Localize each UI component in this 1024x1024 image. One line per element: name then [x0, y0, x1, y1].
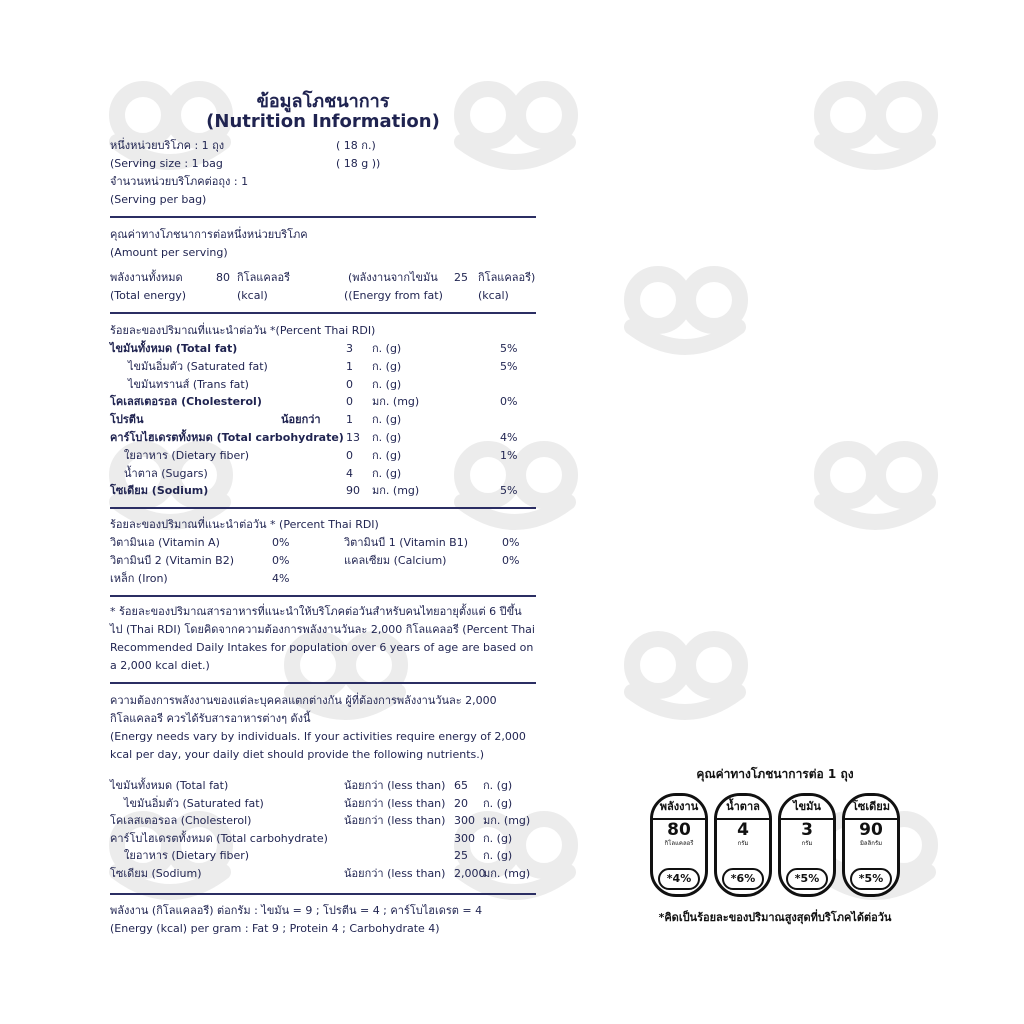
iron-pct: 4% — [272, 572, 290, 585]
energy-unit-en: (kcal) — [237, 289, 268, 302]
calcium-label: แคลเซียม (Calcium) — [344, 554, 447, 567]
energy-label-th: พลังงานทั้งหมด — [110, 271, 183, 284]
rdi-header-text: ร้อยละของปริมาณที่แนะนำต่อวัน *(Percent Thai RDI) — [110, 324, 376, 337]
amount-label-en-text: (Amount per serving) — [110, 246, 228, 259]
vitamin-a-pct: 0% — [272, 536, 290, 549]
nutrient-amount: 0 — [346, 448, 353, 462]
energy-needs-line: kcal per day, your daily diet should provide the following nutrients.) — [110, 748, 485, 761]
watermark-logo — [800, 430, 950, 540]
vitamin-row-1 — [110, 534, 536, 552]
nutrient-label: ไขมันทรานส์ (Trans fat) — [128, 377, 249, 391]
intake-limit-unit: ก. (g) — [483, 779, 513, 792]
energy-per-gram — [110, 902, 536, 938]
nutrient-unit: มก. (mg) — [372, 395, 420, 409]
divider — [110, 893, 536, 895]
gda-pill-unit: กรัม — [801, 840, 813, 847]
serving-size-th-row — [110, 137, 536, 155]
gda-title: คุณค่าทางโภชนาการต่อ 1 ถุง — [696, 767, 854, 781]
nutrient-pct: 5% — [500, 484, 518, 498]
gda-pill-label: โซเดียม — [845, 796, 897, 820]
amount-label-en — [110, 244, 536, 262]
nutrient-pct: 1% — [500, 448, 518, 462]
nutrient-amount: 1 — [346, 413, 353, 427]
intake-limit-amount: 2,000 — [454, 867, 486, 880]
energy-needs-line: กิโลแคลอรี ควรได้รับสารอาหารต่างๆ ดังนี้ — [110, 712, 311, 725]
intake-limit-qualifier: น้อยกว่า (less than) — [344, 867, 446, 880]
intake-limit-label: โซเดียม (Sodium) — [110, 867, 202, 880]
nutrient-row — [110, 393, 536, 411]
intake-limit-unit: ก. (g) — [483, 831, 513, 845]
nutrient-row — [110, 429, 536, 447]
intake-limit-row — [110, 795, 536, 813]
nutrient-label: ไขมันอิ่มตัว (Saturated fat) — [128, 359, 268, 373]
serving-size-en-row — [110, 155, 536, 173]
footnote — [110, 603, 536, 675]
gda-pill — [650, 793, 708, 897]
title-thai: ข้อมูลโภชนาการ — [256, 91, 390, 112]
nutrient-row — [110, 376, 536, 394]
footnote-line: ไป (Thai RDI) โดยคิดจากความต้องการพลังงานวันละ 2,000 กิโลแคลอรี (Percent Thai — [110, 623, 535, 636]
nutrient-label: ใยอาหาร (Dietary fiber) — [124, 448, 250, 462]
vitamins-header-text: ร้อยละของปริมาณที่แนะนำต่อวัน * (Percent Thai RDI) — [110, 518, 379, 531]
nutrient-unit: ก. (g) — [372, 413, 402, 427]
serving-size-th-qty: ( 18 ก.) — [336, 139, 376, 152]
fat-energy-label-th: (พลังงานจากไขมัน — [348, 271, 438, 284]
vitamin-b2-label: วิตามินบี 2 (Vitamin B2) — [110, 554, 235, 567]
nutrient-label: โปรตีน — [110, 413, 144, 427]
watermark-logo — [610, 255, 760, 365]
serving-size-th: หนึ่งหน่วยบริโภค : 1 ถุง — [110, 139, 225, 152]
nutrient-unit: ก. (g) — [372, 431, 402, 444]
servings-per-pack-th-text: จำนวนหน่วยบริโภคต่อถุง : 1 — [110, 175, 249, 188]
energy-per-gram-en: (Energy (kcal) per gram : Fat 9 ; Protein 4 ; Carbohydrate 4) — [110, 922, 440, 935]
intake-limit-row — [110, 777, 536, 795]
gda-pill — [842, 793, 900, 897]
intake-limit-amount: 25 — [454, 849, 468, 863]
energy-en-row — [110, 287, 536, 305]
rdi-header — [110, 322, 536, 340]
intake-limit-amount: 20 — [454, 796, 468, 810]
energy-unit-th: กิโลแคลอรี — [237, 271, 291, 284]
gda-pill — [778, 793, 836, 897]
servings-per-pack-en — [110, 191, 536, 209]
gda-pill-value: 90 — [859, 820, 883, 840]
gda-pill-value: 4 — [737, 820, 749, 840]
nutrient-unit: ก. (g) — [372, 342, 402, 355]
intake-limit-unit: ก. (g) — [483, 849, 513, 863]
amount-label-th-text: คุณค่าทางโภชนาการต่อหนึ่งหน่วยบริโภค — [110, 228, 308, 241]
gda-pill-label: น้ำตาล — [717, 796, 769, 820]
intake-limit-qualifier: น้อยกว่า (less than) — [344, 796, 446, 810]
nutrient-row — [110, 340, 536, 358]
divider — [110, 595, 536, 597]
intake-limit-amount: 300 — [454, 814, 475, 828]
intake-limit-qualifier: น้อยกว่า (less than) — [344, 814, 446, 828]
energy-th-row — [110, 269, 536, 287]
nutrient-label: น้ำตาล (Sugars) — [124, 466, 208, 480]
gda-label — [640, 765, 910, 935]
gda-pill-unit: กิโลแคลอรี — [664, 840, 694, 847]
vitamin-b1-label: วิตามินบี 1 (Vitamin B1) — [344, 536, 469, 549]
intake-limit-unit: ก. (g) — [483, 796, 513, 810]
nutrient-amount: 1 — [346, 359, 353, 373]
nutrient-amount: 90 — [346, 484, 360, 498]
nutrient-pct: 5% — [500, 359, 518, 373]
nutrient-unit: มก. (mg) — [372, 484, 420, 498]
divider — [110, 312, 536, 314]
nutrient-label: ไขมันทั้งหมด (Total fat) — [110, 342, 238, 355]
calcium-pct: 0% — [502, 554, 520, 567]
nutrient-amount: 0 — [346, 395, 353, 409]
divider — [110, 507, 536, 509]
iron-label: เหล็ก (Iron) — [110, 572, 168, 585]
intake-limit-label: ไขมันทั้งหมด (Total fat) — [110, 779, 229, 792]
vitamin-b1-pct: 0% — [502, 536, 520, 549]
nutrient-label: คาร์โบไฮเดรตทั้งหมด (Total carbohydrate) — [110, 431, 344, 444]
title-english: (Nutrition Information) — [206, 111, 440, 132]
gda-pill-value: 80 — [667, 820, 691, 840]
nutrient-label: โคเลสเตอรอล (Cholesterol) — [110, 395, 262, 409]
intake-limit-amount: 65 — [454, 779, 468, 792]
watermark-logo — [610, 620, 760, 730]
energy-value: 80 — [216, 271, 230, 284]
energy-needs — [110, 692, 536, 764]
energy-needs-line: ความต้องการพลังงานของแต่ละบุคคลแตกต่างกัน ผู้ที่ต้องการพลังงานวันละ 2,000 — [110, 694, 497, 707]
intake-limit-row — [110, 847, 536, 865]
gda-pill-value: 3 — [801, 820, 813, 840]
intake-limit-label: ไขมันอิ่มตัว (Saturated fat) — [124, 796, 264, 810]
nutrient-label: โซเดียม (Sodium) — [110, 484, 209, 498]
watermark-logo — [800, 70, 950, 180]
intake-limit-label: ใยอาหาร (Dietary fiber) — [124, 849, 250, 863]
vitamin-row-2 — [110, 552, 536, 570]
nutrient-unit: ก. (g) — [372, 377, 402, 391]
intake-limit-row — [110, 830, 536, 848]
nutrient-pct: 4% — [500, 431, 518, 444]
vitamin-a-label: วิตามินเอ (Vitamin A) — [110, 536, 220, 549]
gda-pill-unit: มิลลิกรัม — [859, 840, 883, 847]
amount-label-th — [110, 226, 536, 244]
nutrient-row — [110, 447, 536, 465]
footnote-line: * ร้อยละของปริมาณสารอาหารที่แนะนำให้บริโภคต่อวันสำหรับคนไทยอายุตั้งแต่ 6 ปีขึ้น — [110, 605, 522, 618]
gda-pill-label: ไขมัน — [781, 796, 833, 820]
serving-size-en-qty: ( 18 g )) — [336, 157, 381, 170]
nutrient-amount: 0 — [346, 377, 353, 391]
gda-pill-percent: *5% — [786, 868, 828, 890]
energy-needs-line: (Energy needs vary by individuals. If your activities require energy of 2,000 — [110, 730, 526, 743]
fat-energy-value: 25 — [454, 271, 468, 284]
intake-limit-qualifier: น้อยกว่า (less than) — [344, 779, 446, 792]
gda-pill — [714, 793, 772, 897]
nutrient-row — [110, 358, 536, 376]
gda-pill-percent: *4% — [658, 868, 700, 890]
servings-per-pack-en-text: (Serving per bag) — [110, 193, 207, 206]
intake-limit-amount: 300 — [454, 831, 475, 845]
nutrient-row — [110, 482, 536, 500]
nutrient-unit: ก. (g) — [372, 466, 402, 480]
nutrient-unit: ก. (g) — [372, 448, 402, 462]
gda-note: *คิดเป็นร้อยละของปริมาณสูงสุดที่บริโภคได้ต่อวัน — [658, 911, 892, 924]
intake-limit-row — [110, 812, 536, 830]
intake-limit-label: โคเลสเตอรอล (Cholesterol) — [110, 814, 252, 828]
gda-pill-percent: *5% — [850, 868, 892, 890]
vitamin-row-3 — [110, 570, 536, 588]
footnote-line: a 2,000 kcal diet.) — [110, 659, 210, 672]
gda-pill-percent: *6% — [722, 868, 764, 890]
gda-pill-unit: กรัม — [737, 840, 749, 847]
nutrient-amount: 3 — [346, 342, 353, 355]
nutrient-amount: 13 — [346, 431, 360, 444]
nutrient-unit: ก. (g) — [372, 359, 402, 373]
nutrient-pct: 0% — [500, 395, 518, 409]
serving-size-en: (Serving size : 1 bag — [110, 157, 223, 170]
fat-energy-unit-th: กิโลแคลอรี) — [478, 271, 536, 284]
vitamin-b2-pct: 0% — [272, 554, 290, 567]
intake-limit-unit: มก. (mg) — [483, 814, 531, 828]
intake-limit-row — [110, 865, 536, 883]
fat-energy-label-en: ((Energy from fat) — [344, 289, 443, 302]
nutrient-prefix: น้อยกว่า — [281, 413, 321, 427]
intake-limit-label: คาร์โบไฮเดรตทั้งหมด (Total carbohydrate) — [110, 831, 328, 845]
footnote-line: Recommended Daily Intakes for population over 6 years of age are based on — [110, 641, 534, 654]
nutrient-row — [110, 465, 536, 483]
gda-pill-label: พลังงาน — [653, 796, 705, 820]
energy-per-gram-th: พลังงาน (กิโลแคลอรี) ต่อกรัม : ไขมัน = 9 ; โปรตีน = 4 ; คาร์โบไฮเดรต = 4 — [110, 904, 483, 917]
nutrient-pct: 5% — [500, 342, 518, 355]
intake-limit-unit: มก. (mg) — [483, 867, 531, 880]
divider — [110, 216, 536, 218]
servings-per-pack-th — [110, 173, 536, 191]
nutrient-row — [110, 411, 536, 429]
energy-label-en: (Total energy) — [110, 289, 187, 302]
fat-energy-unit-en: (kcal) — [478, 289, 509, 302]
nutrient-amount: 4 — [346, 466, 353, 480]
vitamins-header — [110, 516, 536, 534]
divider — [110, 682, 536, 684]
